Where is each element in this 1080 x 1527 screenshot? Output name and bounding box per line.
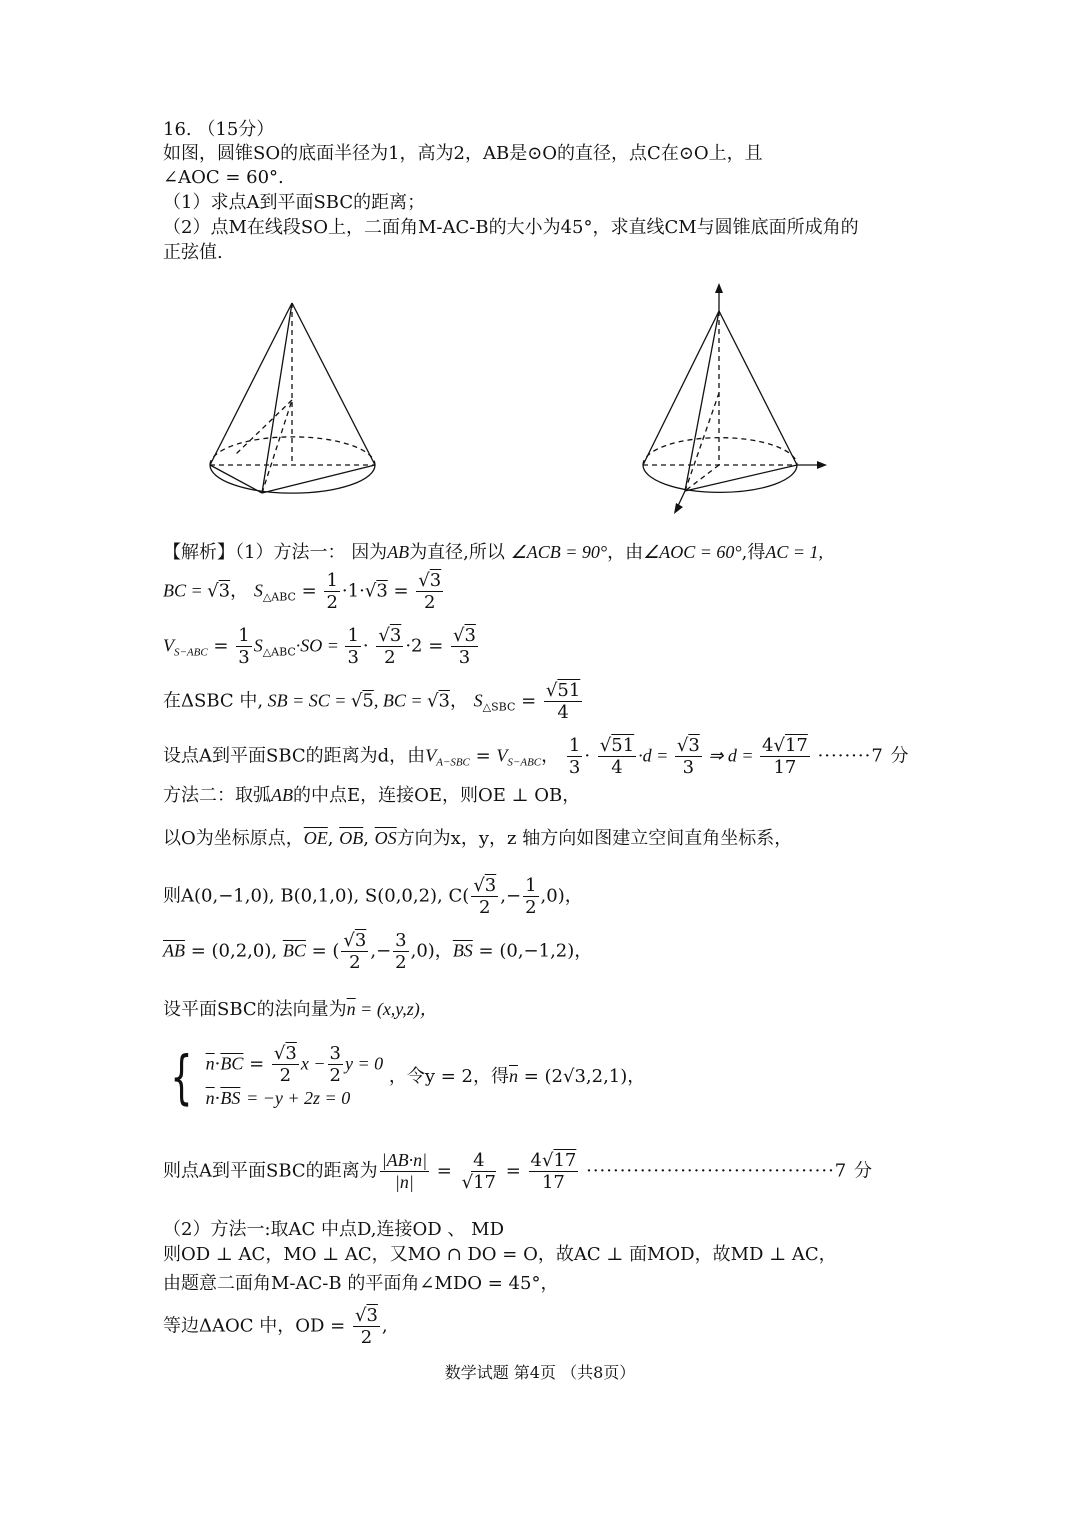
- fraction: [328, 1043, 343, 1086]
- math: 17: [773, 757, 797, 778]
- math: √17: [461, 1172, 496, 1193]
- math: $\overline{BS}$: [220, 1088, 241, 1108]
- math: BC =: [163, 580, 208, 601]
- fraction: [393, 930, 408, 973]
- math: 2: [360, 1327, 373, 1348]
- text: 方法二：取弧: [163, 785, 271, 806]
- math: 3: [458, 647, 471, 668]
- equation-row: $\overline{n}\cdot\overline{BC}$ = $\frac{√3}{2}$ x − $\frac{3}{2}$ y = 0: [205, 1043, 384, 1086]
- text: 设点A到平面SBC的距离为d，由: [163, 745, 426, 767]
- text: ,得: [741, 542, 766, 563]
- math: 1: [525, 875, 537, 896]
- solution-line-8: [163, 875, 583, 918]
- math: 3: [568, 757, 581, 778]
- math: |AB·n|: [381, 1150, 428, 1170]
- math: S−ABC: [507, 756, 542, 769]
- fraction: [416, 570, 443, 613]
- question-2-line2: 正弦值.: [163, 242, 223, 263]
- question-2-line1: （2）点M在线段SO上，二面角M-AC-B的大小为45°，求直线CM与圆锥底面所成角的: [163, 217, 859, 238]
- math: 3: [285, 1043, 297, 1064]
- fraction: [380, 1150, 429, 1193]
- math: ,−: [500, 885, 522, 907]
- math: 2: [349, 952, 361, 973]
- math: 3: [329, 1043, 341, 1064]
- math: 2: [384, 647, 396, 668]
- math: ,0)，: [540, 885, 583, 907]
- analysis-label: 【解析】: [163, 542, 235, 563]
- math: 4: [762, 735, 774, 756]
- page-footer: 数学试题 第4页 （共8页）: [444, 1363, 636, 1382]
- math: 1: [238, 625, 250, 646]
- math: 3: [395, 930, 407, 951]
- math: =: [469, 745, 497, 767]
- solution-part2-line4: [163, 1305, 388, 1348]
- math: $\overline{BS}$: [452, 940, 473, 961]
- math: ,−: [370, 940, 392, 962]
- solution-line-2: BC = √3， $S_{\triangle ABC}$ = $\frac{1}{2}$ ·1·√3 = $\frac{√3}{2}$: [163, 570, 442, 613]
- math: 3: [688, 735, 700, 756]
- fraction: [529, 1150, 579, 1193]
- math: =: [387, 580, 415, 602]
- math: √3: [676, 735, 700, 756]
- fraction: [471, 875, 498, 918]
- text: 方向为x，y，z 轴方向如图建立空间直角坐标系，: [396, 828, 793, 849]
- solution-part2-line1: （2）方法一:取AC 中点D,连接OD 、 MD: [163, 1219, 505, 1240]
- problem-stem-1: 如图，圆锥SO的底面半径为1，高为2，AB是⊙O的直径，点C在⊙O上，且: [163, 143, 763, 164]
- math: S: [473, 690, 483, 711]
- math: 2: [329, 1065, 341, 1086]
- math: 4: [557, 702, 569, 723]
- math: S: [253, 635, 263, 656]
- method-label: （1）方法一：: [235, 542, 346, 563]
- math: =: [431, 1160, 458, 1182]
- math: 2: [395, 952, 407, 973]
- solution-line-5: [163, 735, 910, 778]
- fraction: [353, 1305, 380, 1348]
- math: 1: [568, 735, 581, 756]
- math: 17: [784, 735, 808, 756]
- math: 2: [424, 592, 436, 613]
- math: ·: [584, 745, 591, 767]
- text: 等边ΔAOC 中，OD =: [163, 1315, 351, 1337]
- problem-stem-2: ∠AOC = 60°.: [163, 167, 284, 188]
- solution-line-10: [163, 997, 438, 1022]
- math: 4√17: [530, 1150, 577, 1171]
- fraction: [324, 570, 339, 613]
- math: S−ABC: [174, 646, 208, 659]
- math: =: [295, 580, 323, 602]
- math: $\overline{n}$: [508, 1066, 518, 1086]
- math: √3: [354, 1305, 378, 1326]
- math: S: [253, 580, 263, 601]
- math: 3: [218, 580, 231, 602]
- text: 设平面SBC的法向量为: [163, 999, 347, 1020]
- math: 1: [326, 570, 338, 591]
- math: $\overline{AB}$: [163, 940, 185, 961]
- fraction: [341, 930, 368, 973]
- math: x −: [300, 1053, 326, 1074]
- text: ，: [541, 745, 560, 767]
- math: 4√17: [762, 735, 808, 756]
- math: √51: [545, 680, 581, 701]
- math: 3: [389, 625, 402, 646]
- math: ·: [362, 635, 369, 657]
- math: $\overline{n}$: [205, 1088, 215, 1108]
- math: AC = 1,: [765, 542, 824, 562]
- math: $\overline{OE}$: [303, 828, 328, 848]
- math: AB: [271, 785, 293, 805]
- math: = (0,−1,2)，: [472, 940, 593, 962]
- math: $\overline{OB}$: [339, 828, 364, 848]
- fraction: [760, 735, 810, 778]
- math: 51: [611, 735, 635, 756]
- math: ·1·: [341, 580, 365, 602]
- math: V: [163, 635, 174, 656]
- fraction: [345, 625, 360, 668]
- math: √3: [343, 930, 367, 951]
- solution-line-11: [163, 1043, 645, 1111]
- math: 3: [354, 930, 367, 951]
- solution-part2-line3: 由题意二面角M-AC-B 的平面角∠MDO = 45°，: [163, 1273, 559, 1294]
- math: 4: [530, 1150, 542, 1171]
- math: 3: [438, 690, 450, 712]
- math: ,0)，: [410, 940, 453, 962]
- math: √3: [453, 625, 476, 646]
- math: =: [499, 1160, 527, 1182]
- math: $\overline{BC}$: [282, 940, 306, 961]
- math: √3: [418, 570, 442, 591]
- text: 则点A到平面SBC的距离为: [163, 1160, 378, 1182]
- math: √51: [599, 735, 635, 756]
- text: 以O为坐标原点，: [163, 828, 304, 849]
- math: = (: [305, 940, 340, 962]
- math: ∠ACB = 90°: [510, 542, 608, 562]
- math: √3: [273, 1043, 297, 1064]
- math: 3: [464, 625, 476, 646]
- math: AB: [387, 542, 410, 562]
- solution-line-12: [163, 1150, 873, 1193]
- math: =: [515, 690, 542, 712]
- math: |n|: [394, 1172, 414, 1192]
- solution-line-4: 在ΔSBC 中, SB = SC = √5, BC = √3， $S_{\triangle SBC}$ = $\frac{√51}{4}$: [163, 680, 581, 723]
- math: △ABC: [262, 645, 296, 659]
- math: 1: [347, 625, 359, 646]
- math: =: [207, 635, 235, 657]
- math: , BC =: [373, 690, 427, 711]
- math: = (2√3,2,1)，: [517, 1066, 646, 1087]
- math: 则A(0,−1,0), B(0,1,0), S(0,0,2), C(: [163, 885, 470, 907]
- fraction: [567, 735, 582, 778]
- problem-number: 16.: [163, 119, 192, 140]
- math: 3: [682, 757, 695, 778]
- text: ，: [449, 690, 468, 712]
- text: ，: [230, 580, 249, 602]
- math: 3: [484, 875, 497, 896]
- math: 17: [553, 1150, 577, 1171]
- text: 在ΔSBC 中,: [163, 690, 264, 712]
- score-marker: ········7 分: [817, 745, 910, 767]
- math: 3: [238, 647, 250, 668]
- text: ，由: [607, 542, 644, 563]
- math: √3: [473, 875, 497, 896]
- question-1: （1）求点A到平面SBC的距离；: [163, 192, 426, 213]
- cone-figure-right: [635, 283, 835, 518]
- text: 为直径,所以: [409, 542, 505, 563]
- math: =: [243, 1053, 270, 1075]
- math: 2: [279, 1065, 292, 1086]
- math: ∠AOC = 60°: [643, 542, 742, 562]
- solution-line-6: [163, 783, 580, 808]
- math: ·SO =: [295, 635, 344, 656]
- text: ，令y = 2，得: [388, 1066, 509, 1087]
- text: ,: [381, 1315, 388, 1337]
- solution-line-3: [163, 625, 480, 668]
- fraction: [272, 1043, 299, 1086]
- math: = (x,y,z)，: [355, 999, 438, 1019]
- math: A−SBC: [436, 756, 470, 769]
- math: 2: [479, 897, 491, 918]
- math: $\overline{BC}$: [220, 1053, 244, 1074]
- fraction: [675, 735, 702, 778]
- text: 的中点E，连接OE，则OE ⊥ OB，: [293, 785, 581, 806]
- math: 4: [611, 757, 623, 778]
- math: V: [425, 745, 437, 766]
- text: 因为: [351, 542, 388, 563]
- math: 17: [541, 1172, 565, 1193]
- math: 51: [557, 680, 581, 701]
- math: ·d =: [638, 745, 673, 766]
- math: ·2 =: [405, 635, 450, 657]
- problem-header: [163, 118, 274, 142]
- solution-part2-line2: 则OD ⊥ AC，MO ⊥ AC，又MO ∩ DO = O，故AC ⊥ 面MOD，故MD ⊥ AC，: [163, 1244, 837, 1265]
- math: 2: [326, 592, 338, 613]
- math: 3: [366, 1305, 378, 1326]
- math: 3: [347, 647, 359, 668]
- math: SB = SC =: [263, 690, 351, 711]
- math: $\overline{n}$: [346, 999, 356, 1019]
- math: = (0,2,0),: [185, 940, 283, 962]
- math: ⇒ d =: [703, 745, 758, 766]
- math: 3: [429, 570, 442, 591]
- fraction: [460, 1150, 498, 1193]
- cone-figure-left: [200, 295, 390, 505]
- fraction: [236, 625, 251, 668]
- math: 4: [473, 1150, 485, 1171]
- fraction: [544, 680, 582, 723]
- fraction: [598, 735, 636, 778]
- equation-system: [206, 1043, 383, 1111]
- math: V: [496, 745, 508, 766]
- math: y = 0: [344, 1053, 384, 1074]
- math: 17: [473, 1172, 496, 1193]
- math: = −y + 2z = 0: [246, 1088, 351, 1108]
- brace-symbol: {: [170, 1043, 193, 1111]
- math: $\overline{OS}$: [374, 828, 397, 848]
- math: 5: [362, 690, 374, 712]
- fraction: [523, 875, 538, 918]
- math: 3: [376, 580, 388, 602]
- math: 2: [525, 897, 537, 918]
- math: $\overline{n}$: [205, 1053, 215, 1074]
- solution-line-7: 以O为坐标原点，$\overline{OE}$, $\overline{OB}$, $\overline{OS}$方向为x，y，z 轴方向如图建立空间直角坐标系，: [163, 828, 793, 849]
- equation-row: $\overline{n}\cdot\overline{BS} = -y + 2z = 0$: [205, 1088, 351, 1109]
- solution-line-1: [163, 540, 823, 565]
- math: √3: [378, 625, 402, 646]
- score-marker: ·····································7 分: [586, 1160, 873, 1182]
- math: △SBC: [482, 700, 516, 714]
- problem-score: （15分）: [197, 119, 275, 140]
- solution-line-9: [163, 930, 592, 973]
- fraction: [376, 625, 403, 668]
- math: △ABC: [262, 590, 296, 604]
- fraction: [451, 625, 478, 668]
